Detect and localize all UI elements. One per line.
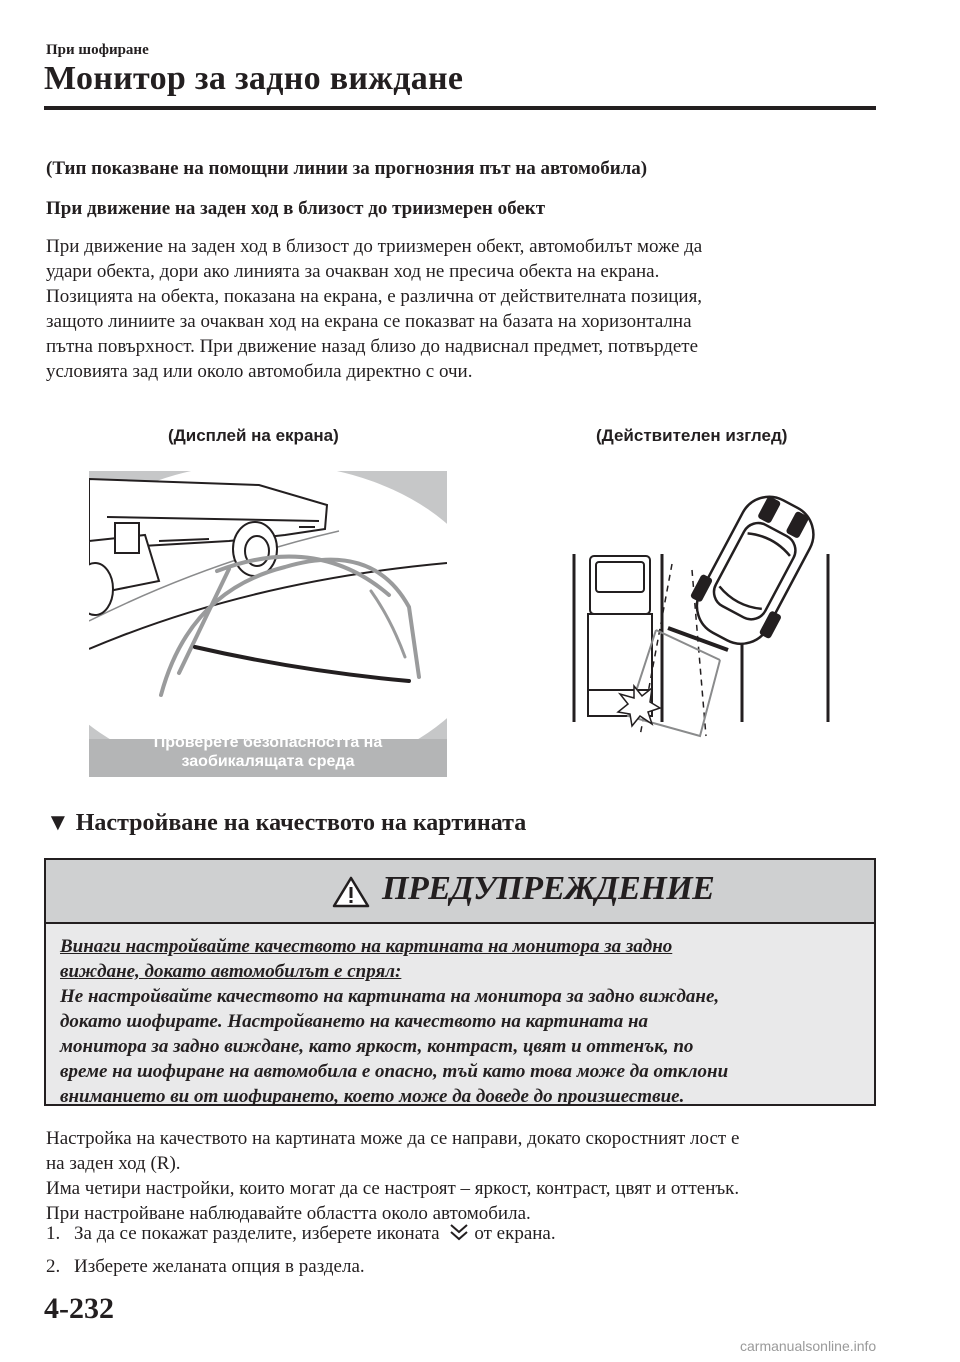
title-rule — [44, 106, 876, 110]
warning-text — [60, 984, 860, 1109]
step-text-after: от екрана. — [474, 1223, 556, 1244]
warning-line: монитора за задно виждане, като яркост, контраст, цвят и оттенък, по — [60, 1036, 694, 1057]
step-number: 1. — [46, 1223, 61, 1244]
warning-box — [44, 858, 876, 1106]
adjust-line: Има четири настройки, които могат да се настроят – яркост, контраст, цвят и оттенък. — [46, 1178, 740, 1199]
double-chevron-down-icon — [448, 1222, 470, 1242]
intro-line: условията зад или около автомобила директно с очи. — [46, 361, 473, 382]
page-number: 4-232 — [44, 1292, 114, 1325]
truck-top-view — [588, 556, 652, 716]
safety-notice — [89, 733, 447, 771]
screen-caption: (Дисплей на екрана) — [168, 426, 339, 445]
adjust-heading-text: Настройване на качеството на картината — [75, 810, 527, 836]
adjust-line: При настройване наблюдавайте областта около автомобила. — [46, 1203, 531, 1224]
section-label: При шофиране — [46, 42, 149, 58]
adjust-line: на заден ход (R). — [46, 1153, 181, 1174]
warning-line: докато шофирате. Настройването на качеството на картината на — [60, 1011, 649, 1032]
intro-line: удари обекта, дори ако линията за очакван ход не пресича обекта на екрана. — [46, 261, 660, 282]
intro-line: Позицията на обекта, показана на екрана, е различна от действителната позиция, — [46, 286, 703, 307]
warning-header — [46, 860, 874, 924]
subheading: При движение на заден ход в близост до триизмерен обект — [46, 198, 546, 219]
type-heading: (Тип показване на помощни линии за прогнозния път на автомобила) — [46, 158, 648, 179]
warning-title: ПРЕДУПРЕЖДЕНИЕ — [382, 870, 715, 907]
warning-triangle-icon — [332, 876, 370, 908]
warning-lead — [60, 934, 860, 984]
intro-line: защото линиите за очакван ход на екрана се показват на базата на хоризонтална — [46, 311, 692, 332]
step-number: 2. — [46, 1256, 61, 1277]
adjust-line: Настройка на качеството на картината може да се направи, докато скоростният лост е — [46, 1128, 740, 1149]
warning-line: вниманието ви от шофирането, което може да доведе до произшествие. — [60, 1086, 685, 1107]
intro-paragraph — [46, 234, 876, 384]
camera-screen-illustration — [89, 471, 447, 777]
warning-lead-line: Винаги настройвайте качеството на картината на монитора за задно — [60, 936, 673, 957]
warning-line: време на шофиране на автомобила е опасно, тъй като това може да отклони — [60, 1061, 729, 1082]
actual-view-illustration — [560, 490, 850, 740]
camera-view-drawing — [89, 471, 447, 777]
step-text: Изберете желаната опция в раздела. — [74, 1256, 365, 1277]
adjust-heading — [46, 810, 526, 837]
actual-view-caption: (Действителен изглед) — [596, 426, 788, 445]
triangle-marker-icon: ▼ — [46, 810, 70, 836]
adjust-paragraph — [46, 1126, 876, 1226]
safety-notice-line: Проверете безопасността на — [153, 734, 383, 751]
step-1 — [46, 1222, 556, 1245]
step-text: За да се покажат разделите, изберете иконата — [74, 1223, 440, 1244]
parking-diagram — [560, 490, 850, 740]
watermark: carmanualsonline.info — [740, 1338, 877, 1354]
intro-line: пътна повърхност. При движение назад близо до надвиснал предмет, потвърдете — [46, 336, 699, 357]
warning-lead-line: виждане, докато автомобилът е спрял: — [60, 961, 402, 982]
safety-notice-line: заобикалящата среда — [181, 753, 355, 770]
warning-line: Не настройвайте качеството на картината на монитора за задно виждане, — [60, 986, 720, 1007]
page-title: Монитор за задно виждане — [44, 60, 464, 97]
intro-line: При движение на заден ход в близост до триизмерен обект, автомобилът може да — [46, 236, 703, 257]
step-2 — [46, 1256, 365, 1278]
car-top-view — [681, 490, 829, 657]
